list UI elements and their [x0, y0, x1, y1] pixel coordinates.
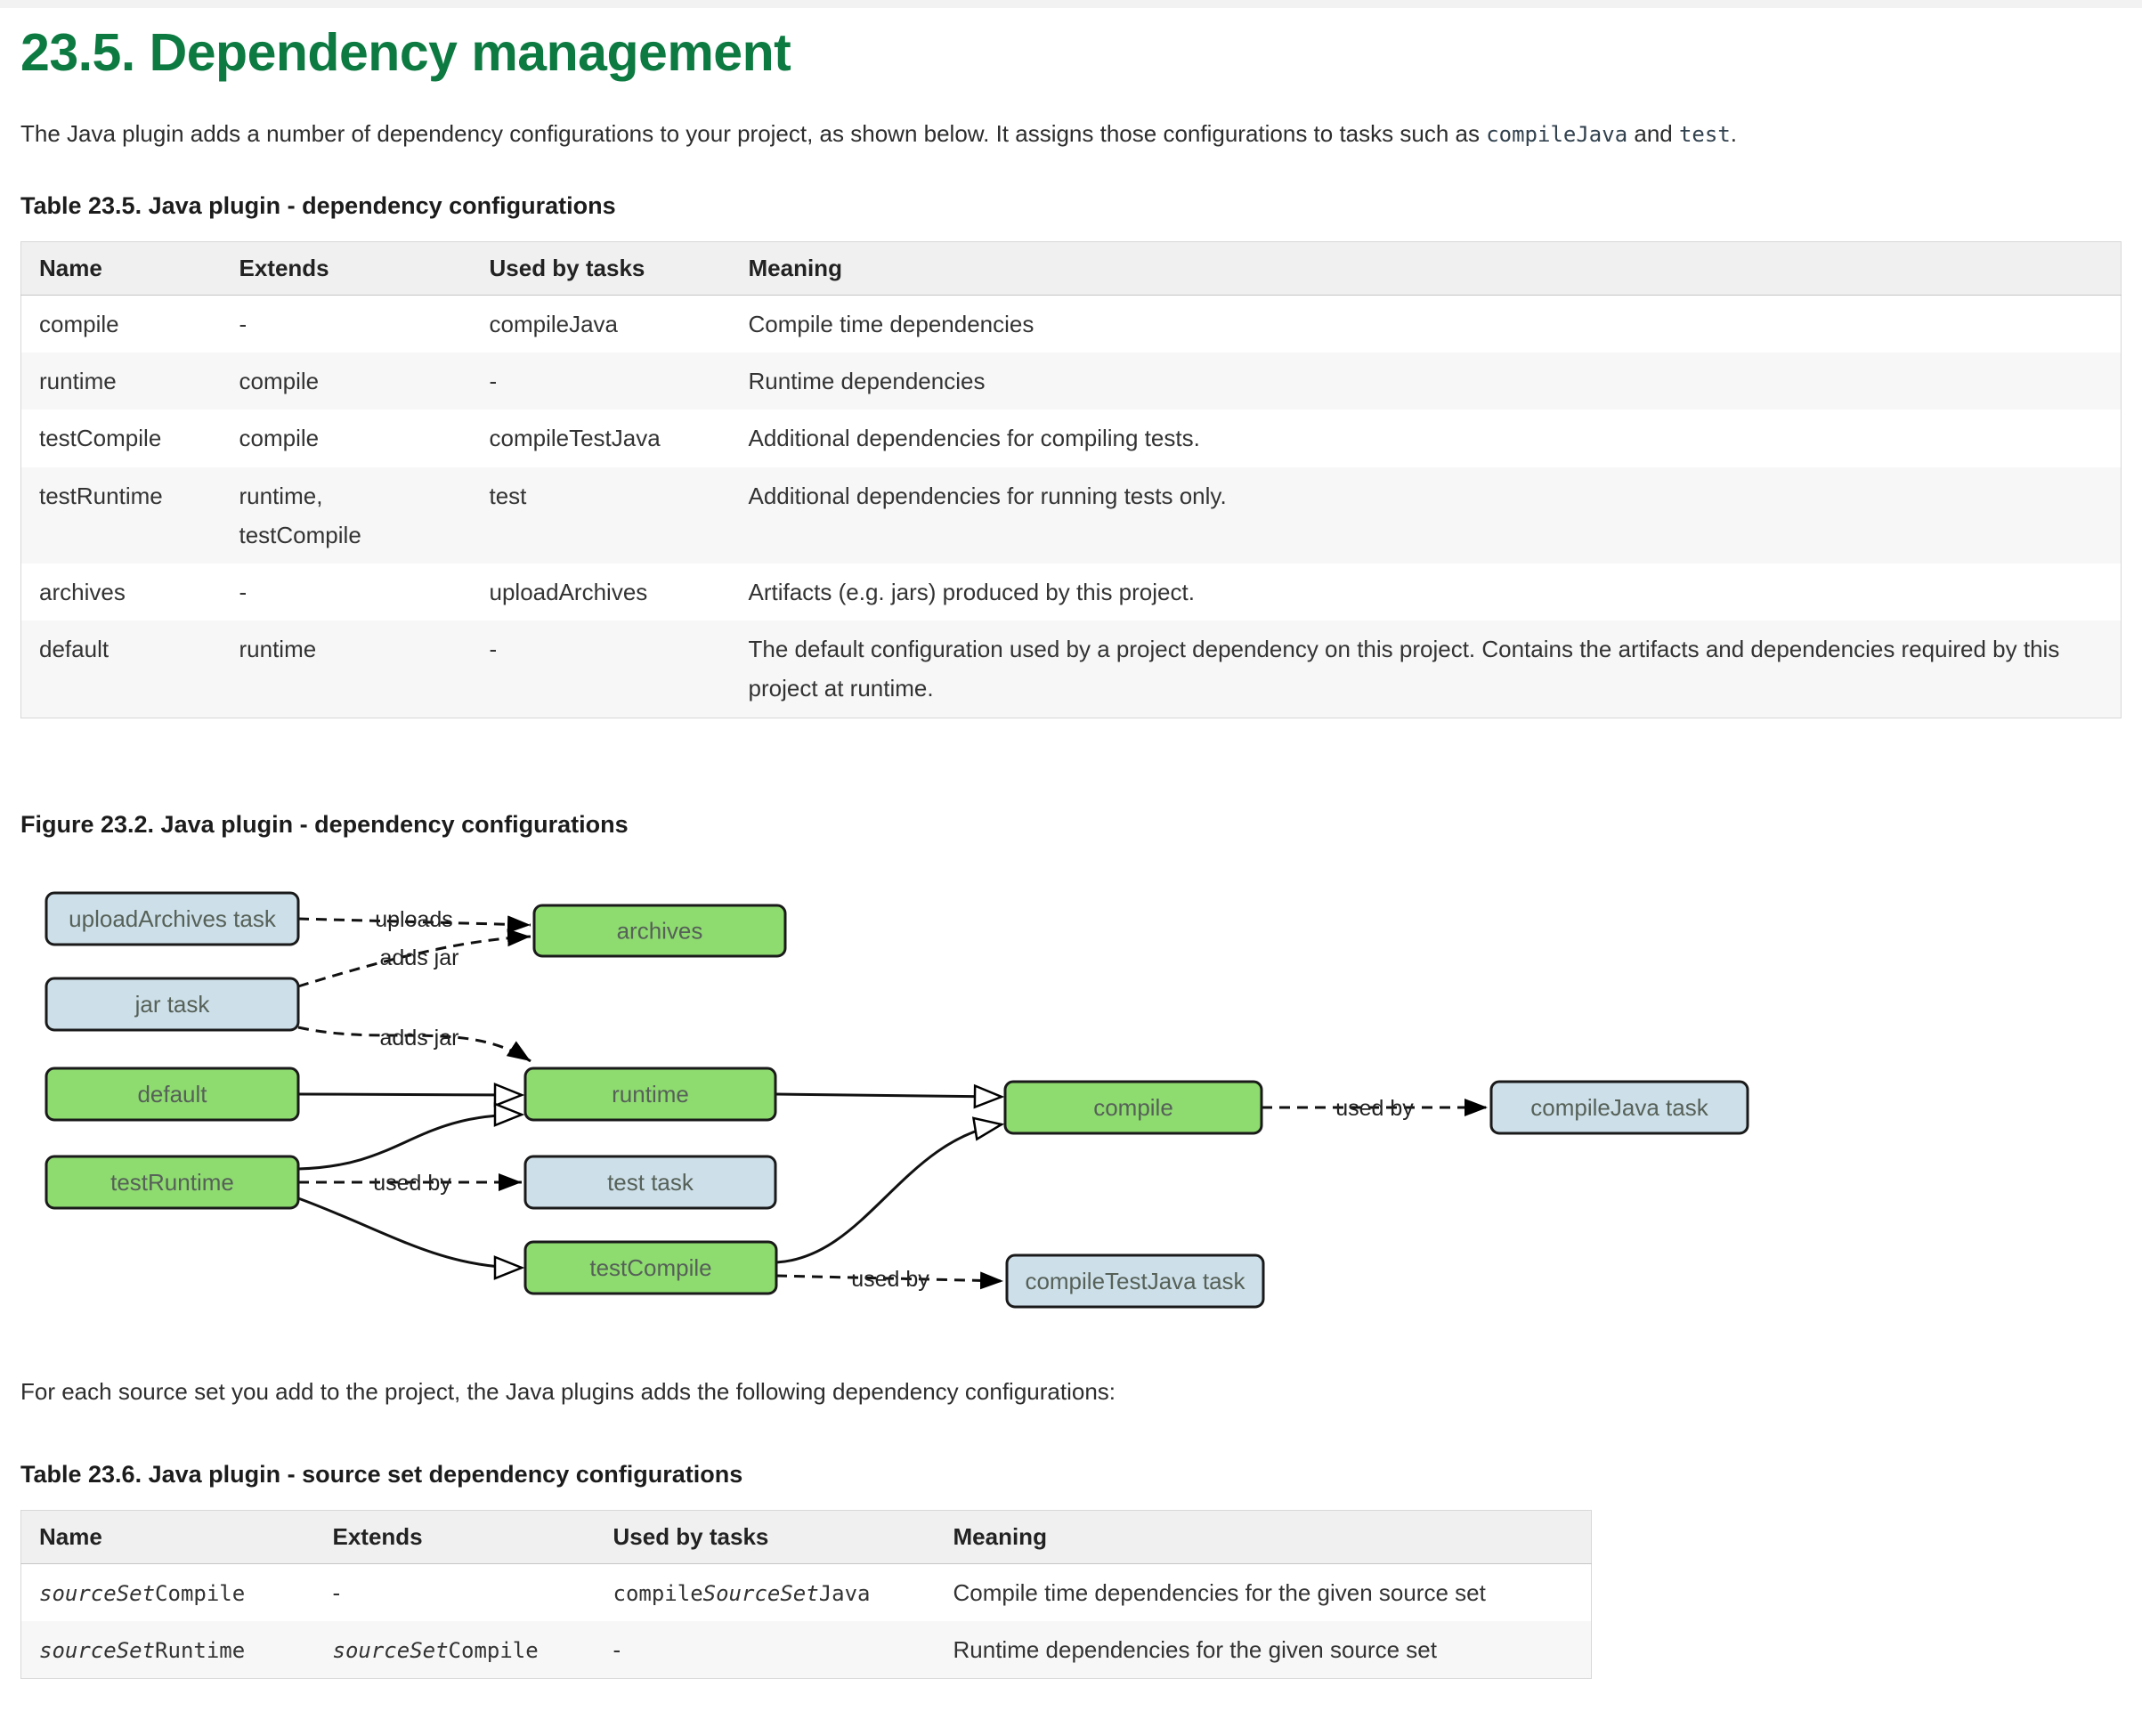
node-label: archives — [616, 917, 703, 944]
table-cell — [222, 564, 472, 621]
node-label: testRuntime — [110, 1168, 234, 1196]
text-segment: Additional dependencies for running tests only. — [748, 482, 1227, 509]
inline-code: compileJava — [1486, 122, 1628, 147]
table-row — [21, 564, 2122, 621]
table-cell — [731, 353, 2122, 410]
text-segment: runtime — [39, 368, 117, 395]
table-cell — [472, 296, 731, 353]
text-segment: runtime, — [239, 482, 323, 509]
text-segment: testCompile — [39, 425, 162, 452]
inline-code: Compile — [155, 1580, 246, 1606]
table-cell — [21, 410, 222, 466]
node-test-task — [525, 1156, 775, 1208]
text-segment: - — [239, 578, 247, 605]
table-cell — [21, 467, 222, 564]
node-compile-java-task — [1491, 1082, 1748, 1133]
text-segment: uploadArchives — [489, 578, 648, 605]
edge-testruntime-extends-runtime — [298, 1115, 522, 1169]
table-row — [21, 621, 2122, 718]
table-cell — [21, 1621, 315, 1679]
figure-caption-23-2: Figure 23.2. Java plugin - dependency configurations — [20, 810, 629, 838]
table-cell — [731, 296, 2122, 353]
node-test-compile — [525, 1242, 776, 1294]
table-header-row — [21, 242, 2122, 296]
text-segment: Additional dependencies for compiling tests. — [748, 425, 1200, 452]
edge-label: uploads — [375, 906, 453, 932]
node-upload-archives-task — [46, 893, 298, 945]
table-cell — [936, 1563, 1592, 1621]
table-header-row — [21, 1510, 1592, 1563]
text-segment: compileJava — [489, 311, 619, 337]
table-cell — [21, 621, 222, 718]
inline-code: test — [1678, 122, 1731, 147]
node-compile-test-java-task — [1007, 1255, 1263, 1307]
column-header: Name — [21, 242, 222, 296]
table-cell — [21, 296, 222, 353]
table-row — [21, 296, 2122, 353]
node-label: test task — [607, 1168, 694, 1196]
column-header: Name — [21, 1510, 315, 1563]
page-title: 23.5. Dependency management — [20, 23, 791, 82]
text-segment: compile — [239, 368, 320, 395]
inline-code: compile — [613, 1580, 703, 1606]
text-segment: Runtime dependencies for the given source set — [953, 1635, 1437, 1663]
intro-paragraph — [20, 117, 2122, 151]
table-row — [21, 1563, 1592, 1621]
table-cell — [315, 1563, 596, 1621]
inline-code: SourceSet — [702, 1580, 819, 1606]
table-cell — [936, 1621, 1592, 1679]
dependency-diagram — [20, 878, 2122, 1332]
table-row — [21, 467, 2122, 564]
edge-testcompile-extends-compile — [776, 1124, 1002, 1262]
text-segment: Compile time dependencies — [748, 311, 1034, 337]
table-cell — [472, 353, 731, 410]
inline-code: Java — [818, 1580, 871, 1606]
node-label: runtime — [612, 1080, 689, 1107]
table-cell — [21, 564, 222, 621]
node-label: uploadArchives task — [69, 905, 276, 932]
text-segment: The default configuration used by a project dependency on this project. Contains the artifacts and dependencies required by this project at runtime. — [748, 636, 2060, 702]
inline-code: Runtime — [155, 1637, 246, 1663]
text-segment: - — [239, 311, 247, 337]
text-segment: and — [1627, 120, 1679, 147]
table-cell — [731, 621, 2122, 718]
table-cell — [472, 410, 731, 466]
edge-label: adds jar — [379, 945, 459, 970]
table-cell — [731, 564, 2122, 621]
edge-label: used by — [851, 1266, 929, 1292]
sourceset-paragraph: For each source set you add to the project, the Java plugins adds the following dependency configurations: — [20, 1377, 1116, 1405]
inline-code: sourceSet — [39, 1637, 156, 1663]
text-segment: compile — [239, 425, 320, 452]
document-content — [0, 22, 2142, 1679]
node-jar-task — [46, 978, 298, 1030]
text-segment: - — [332, 1578, 341, 1606]
column-header: Extends — [315, 1510, 596, 1563]
table-cell — [315, 1621, 596, 1679]
table-cell — [472, 467, 731, 564]
table-row — [21, 1621, 1592, 1679]
text-segment: . — [1730, 120, 1738, 147]
table-row — [21, 410, 2122, 466]
edge-default-extends-runtime — [298, 1094, 522, 1095]
edge-runtime-extends-compile — [775, 1094, 1002, 1097]
table-caption-23-6: Table 23.6. Java plugin - source set dependency configurations — [20, 1460, 743, 1488]
text-segment: test — [489, 482, 527, 509]
node-compile — [1005, 1082, 1262, 1133]
node-label: jar task — [134, 990, 210, 1018]
edge-label: adds jar — [379, 1025, 459, 1051]
text-segment: Artifacts (e.g. jars) produced by this project. — [748, 578, 1195, 605]
table-cell — [731, 467, 2122, 564]
table-cell — [472, 564, 731, 621]
node-label: compileTestJava task — [1025, 1267, 1245, 1294]
text-segment: compile — [39, 311, 119, 337]
page-top-strip — [0, 0, 2142, 8]
table-cell — [222, 410, 472, 466]
node-default — [46, 1068, 298, 1120]
text-segment: runtime — [239, 636, 317, 663]
sourceset-dependency-configurations-table — [20, 1510, 1592, 1679]
table-cell — [21, 1563, 315, 1621]
node-label: compileJava task — [1530, 1093, 1708, 1121]
table-cell — [222, 621, 472, 718]
column-header: Meaning — [936, 1510, 1592, 1563]
text-segment: archives — [39, 578, 126, 605]
edge-testruntime-extends-testcompile — [298, 1198, 522, 1268]
node-label: testCompile — [589, 1253, 712, 1281]
column-header: Extends — [222, 242, 472, 296]
node-label: default — [137, 1080, 207, 1107]
node-runtime — [525, 1068, 775, 1120]
table-cell — [596, 1621, 936, 1679]
table-cell — [222, 296, 472, 353]
node-archives — [534, 905, 785, 956]
text-segment: testCompile — [239, 521, 361, 548]
text-segment: - — [489, 368, 498, 395]
node-label: compile — [1093, 1093, 1173, 1121]
text-segment: The Java plugin adds a number of dependency configurations to your project, as shown below. It assigns those configurations to tasks such as — [20, 120, 1487, 147]
table-cell — [21, 353, 222, 410]
dependency-diagram-svg — [20, 878, 1792, 1327]
table-caption-23-5: Table 23.5. Java plugin - dependency configurations — [20, 192, 616, 219]
text-segment: compileTestJava — [489, 425, 661, 452]
text-segment: Compile time dependencies for the given source set — [953, 1578, 1486, 1606]
text-segment: testRuntime — [39, 482, 163, 509]
inline-code: sourceSet — [39, 1580, 156, 1606]
table-cell — [222, 353, 472, 410]
dependency-configurations-table — [20, 241, 2122, 718]
table-cell — [472, 621, 731, 718]
column-header: Meaning — [731, 242, 2122, 296]
column-header: Used by tasks — [472, 242, 731, 296]
inline-code: sourceSet — [332, 1637, 449, 1663]
edge-label: used by — [1335, 1095, 1414, 1121]
table-cell — [222, 467, 472, 564]
text-segment: - — [613, 1635, 621, 1663]
column-header: Used by tasks — [596, 1510, 936, 1563]
text-segment: default — [39, 636, 110, 663]
node-test-runtime — [46, 1156, 298, 1208]
edge-label: used by — [373, 1170, 451, 1196]
text-segment: - — [489, 636, 498, 663]
table-cell — [731, 410, 2122, 466]
table-cell — [596, 1563, 936, 1621]
table-row — [21, 353, 2122, 410]
text-segment: Runtime dependencies — [748, 368, 986, 395]
inline-code: Compile — [448, 1637, 539, 1663]
